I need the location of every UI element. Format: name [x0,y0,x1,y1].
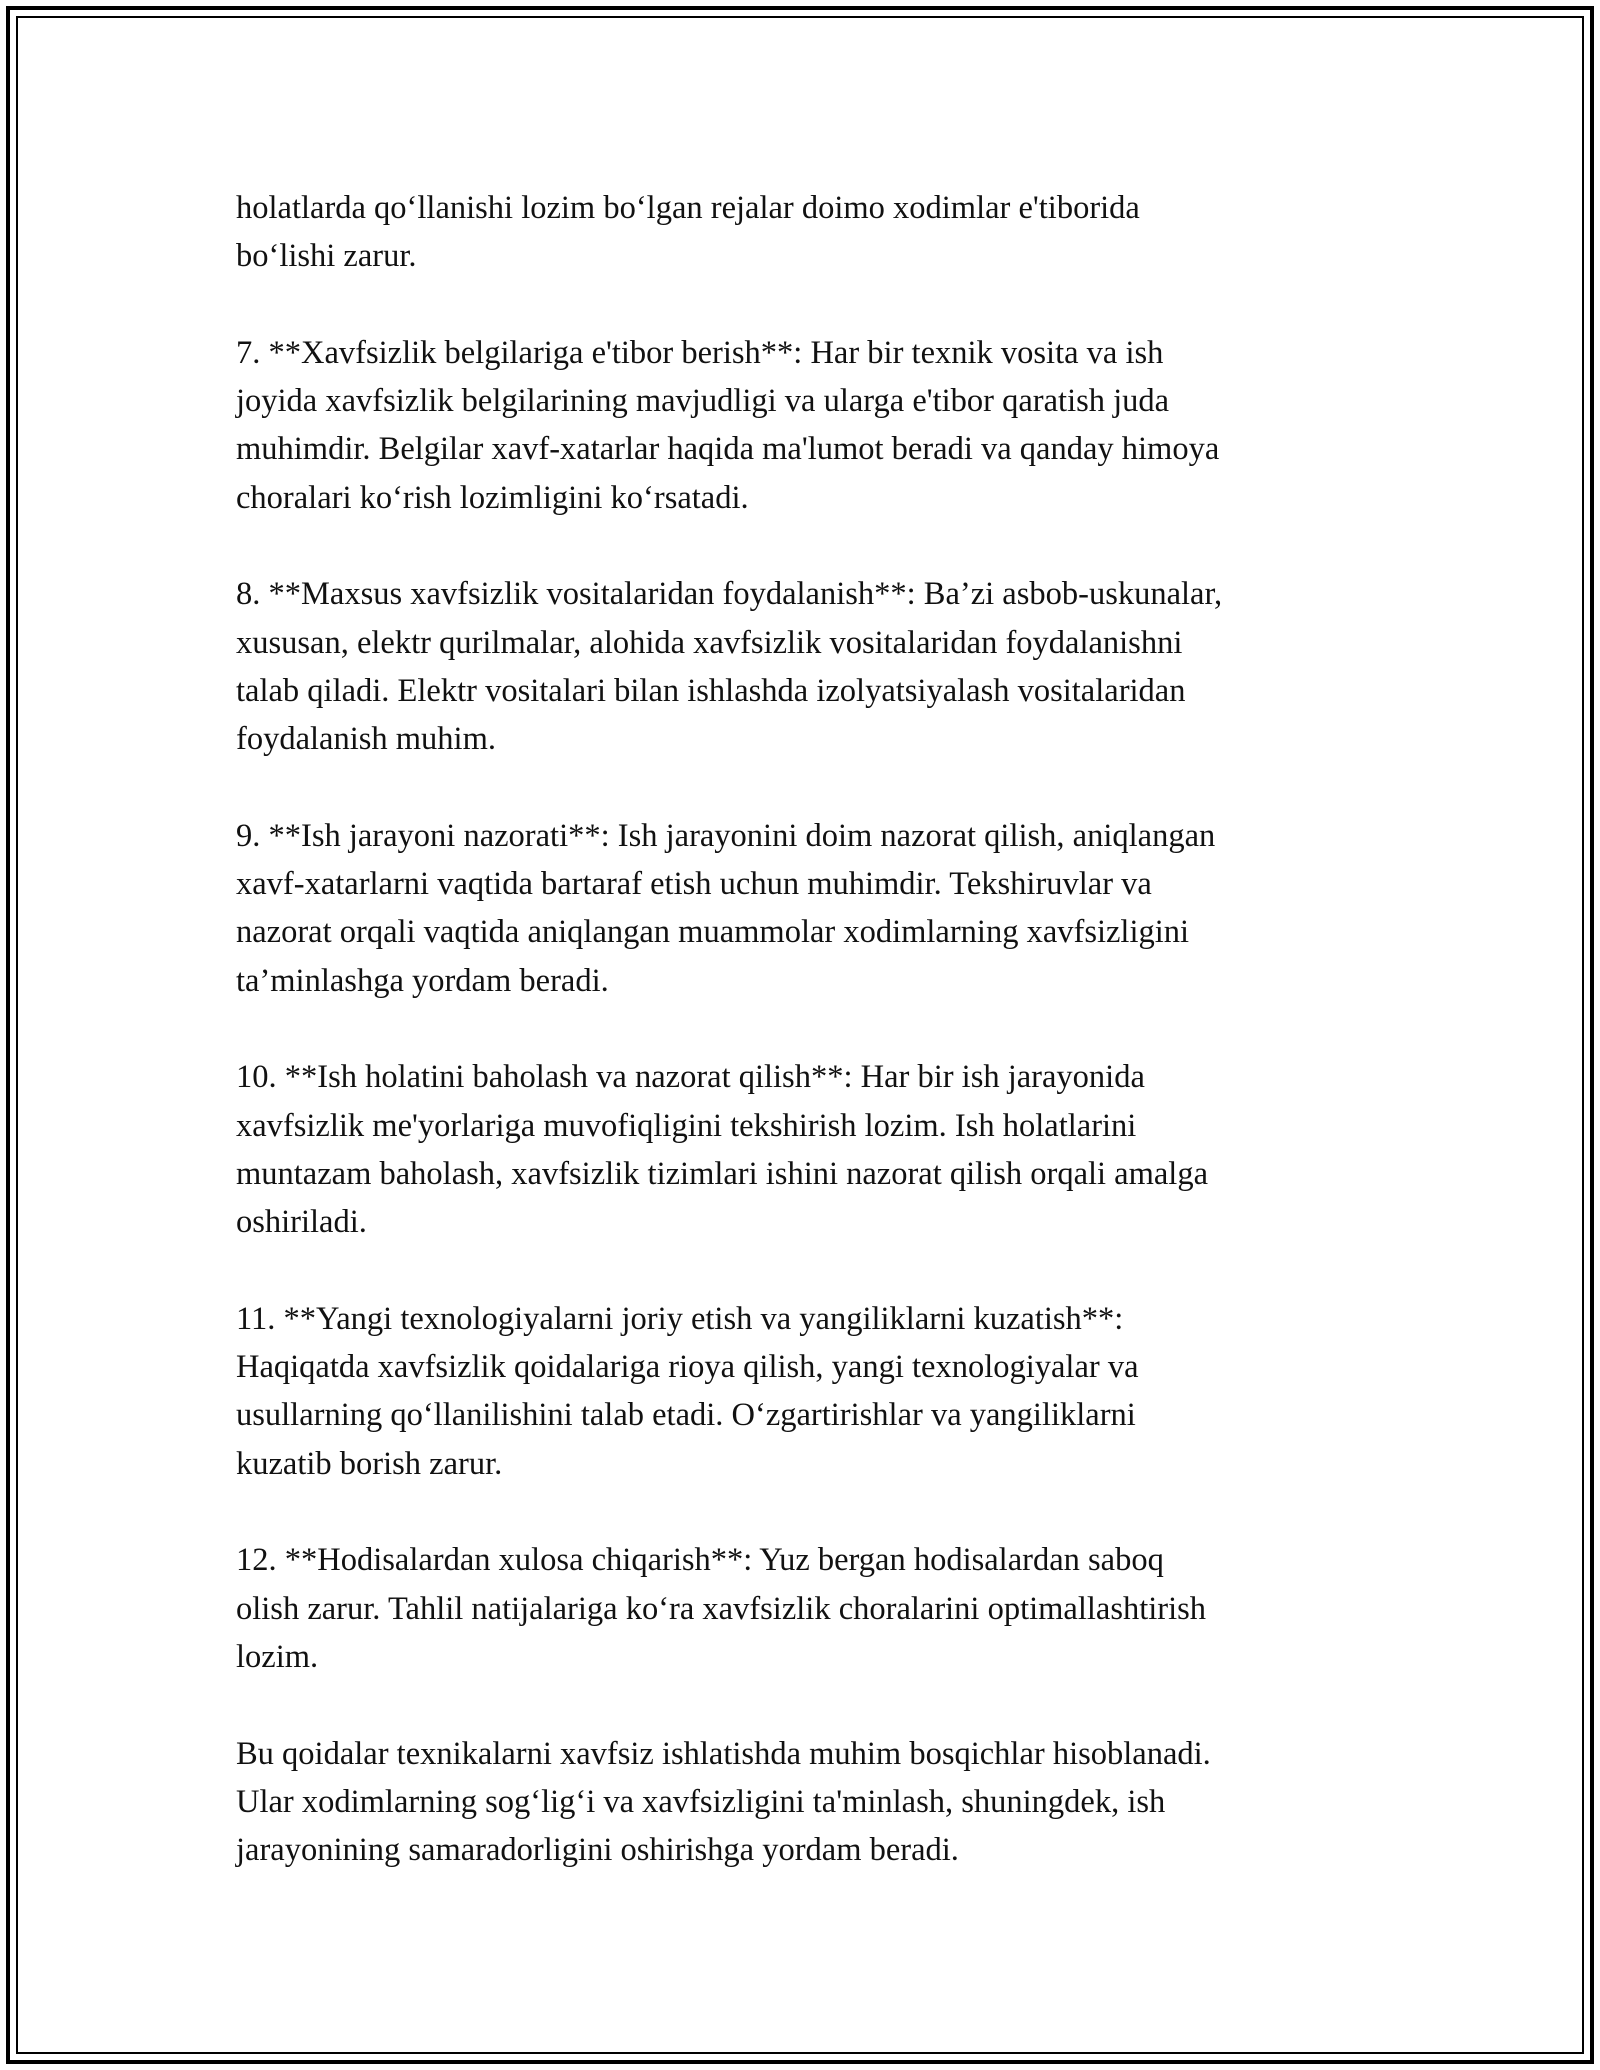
text-line: Bu qoidalar texnikalarni xavfsiz ishlatishda muhim bosqichlar hisoblanadi. [236,1735,1211,1772]
text-line: xususan, elektr qurilmalar, alohida xavfsizlik vositalaridan foydalanishni [236,624,1183,661]
text-line: lozim. [236,1638,319,1675]
text-line: xavfsizlik me'yorlariga muvofiqligini tekshirish lozim. Ish holatlarini [236,1107,1137,1144]
text-line: usullarning qo‘llanilishini talab etadi. O‘zgartirishlar va yangiliklarni [236,1397,1136,1434]
text-line: Haqiqatda xavfsizlik qoidalariga rioya qilish, yangi texnologiyalar va [236,1349,1139,1386]
text-line: choralari ko‘rish lozimligini ko‘rsatadi. [236,479,749,516]
text-line: holatlarda qo‘llanishi lozim bo‘lgan rejalar doimo xodimlar e'tiborida [236,190,1140,226]
text-line: kuzatib borish zarur. [236,1445,503,1482]
paragraph-item-9 [236,812,1406,1005]
text-line: joyida xavfsizlik belgilarining mavjudligi va ularga e'tibor qaratish juda [236,383,1170,420]
text-line: 9. **Ish jarayoni nazorati**: Ish jarayonini doim nazorat qilish, aniqlangan [236,817,1216,854]
text-line: 11. **Yangi texnologiyalarni joriy etish va yangiliklarni kuzatish**: [236,1300,1124,1337]
text-line: Ular xodimlarning sog‘lig‘i va xavfsizligini ta'minlash, shuningdek, ish [236,1783,1166,1820]
text-line: 7. **Xavfsizlik belgilariga e'tibor berish**: Har bir texnik vosita va ish [236,334,1164,371]
text-line: oshiriladi. [236,1204,367,1241]
document-body [236,184,1406,1874]
text-line: jarayonining samaradorligini oshirishga yordam beradi. [236,1832,959,1869]
paragraph-item-11 [236,1295,1406,1488]
text-line: 8. **Maxsus xavfsizlik vositalaridan foydalanish**: Ba’zi asbob-uskunalar, [236,576,1223,613]
text-line: xavf-xatarlarni vaqtida bartaraf etish uchun muhimdir. Tekshiruvlar va [236,866,1152,903]
text-line: talab qiladi. Elektr vositalari bilan ishlashda izolyatsiyalash vositalaridan [236,672,1186,709]
text-line: olish zarur. Tahlil natijalariga ko‘ra xavfsizlik choralarini optimallashtirish [236,1590,1207,1627]
text-line: nazorat orqali vaqtida aniqlangan muammolar xodimlarning xavfsizligini [236,914,1190,951]
paragraph-item-7 [236,329,1406,522]
text-line: muhimdir. Belgilar xavf-xatarlar haqida ma'lumot beradi va qanday himoya [236,431,1220,468]
text-line: muntazam baholash, xavfsizlik tizimlari ishini nazorat qilish orqali amalga [236,1155,1209,1192]
text-line: 12. **Hodisalardan xulosa chiqarish**: Yuz bergan hodisalardan saboq [236,1542,1164,1579]
paragraph-item-8 [236,570,1406,763]
paragraph-item-10 [236,1053,1406,1246]
paragraph-item-12 [236,1536,1406,1681]
text-line: foydalanish muhim. [236,721,496,758]
text-line: 10. **Ish holatini baholash va nazorat qilish**: Har bir ish jarayonida [236,1059,1145,1096]
text-line: bo‘lishi zarur. [236,238,417,275]
text-line: ta’minlashga yordam beradi. [236,962,609,999]
paragraph-continuation [236,184,1406,281]
paragraph-conclusion [236,1730,1406,1875]
